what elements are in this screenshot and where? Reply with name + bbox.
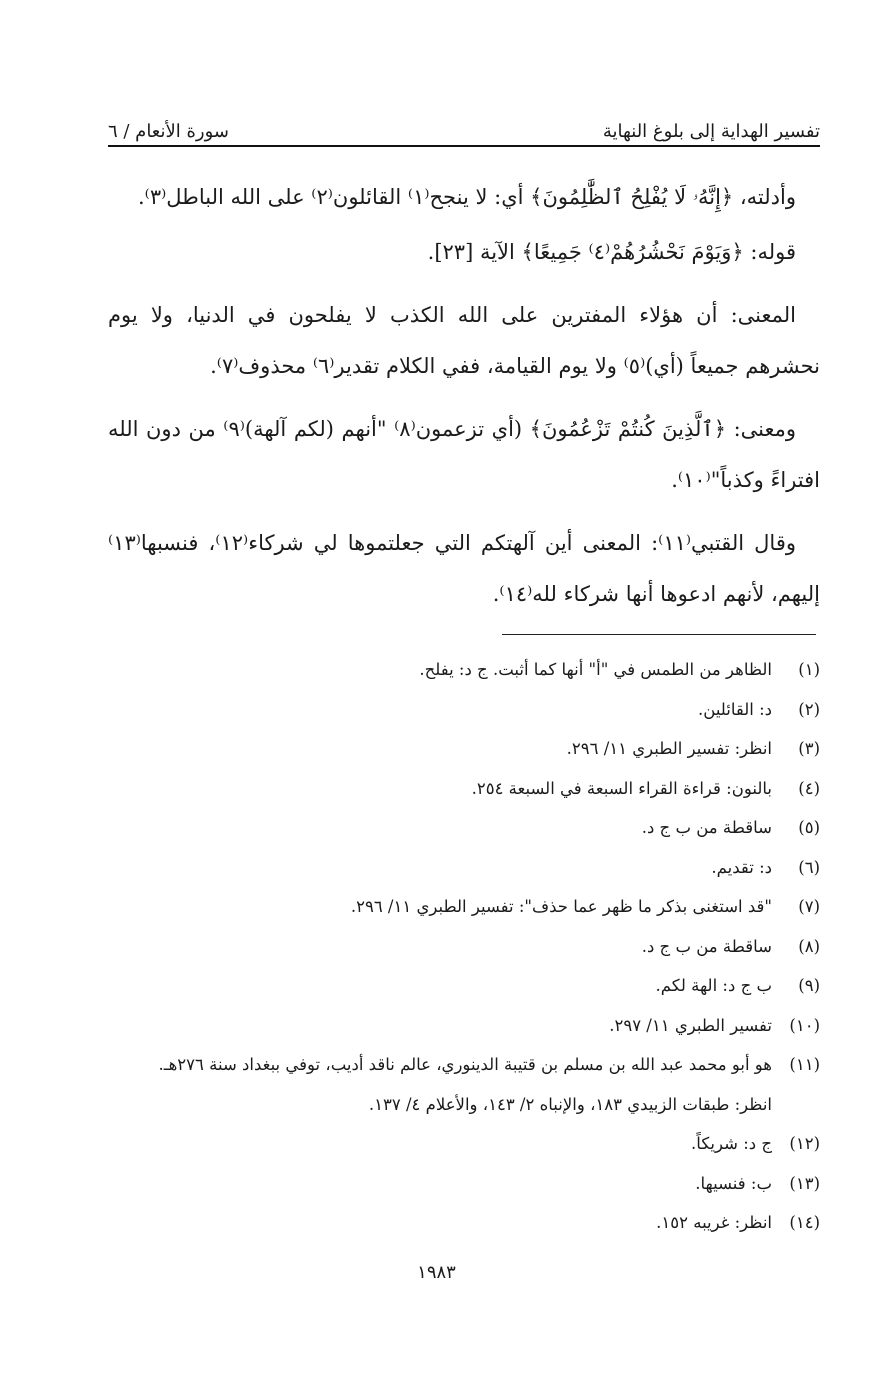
footnote-number: (٩) — [798, 976, 820, 995]
footnote-item — [108, 769, 820, 809]
footnote-item — [108, 1006, 820, 1046]
footnote-item — [108, 650, 820, 690]
footnote-number: (٣) — [798, 739, 820, 758]
footnote-item — [108, 1124, 820, 1164]
paragraph-5: وقال القتبي⁽١١⁾: المعنى أين آلهتكم التي جعلتموها لي شركاء⁽١٢⁾، فنسبها⁽١٣⁾ إليهم، لأنهم ادعوها أنها شركاء لله⁽١٤⁾. — [108, 531, 820, 606]
paragraph-1: وأدلته، ﴿إِنَّهُۥ لَا يُفْلِحُ ٱلظَّٰلِمُونَ﴾ أي: لا ينجح⁽١⁾ القائلون⁽٢⁾ على الله الباطل⁽٣⁾. — [137, 185, 796, 209]
footnote-text: ساقطة من ب ج د. — [641, 936, 772, 956]
footnote-text: بالنون: قراءة القراء السبعة في السبعة ٢٥٤. — [471, 778, 772, 798]
footnote-number: (٤) — [798, 778, 820, 798]
paragraph-3: المعنى: أن هؤلاء المفترين على الله الكذب لا يفلحون في الدنيا، ولا يوم نحشرهم جميعاً (أي)⁽٥⁾ ولا يوم القيامة، ففي الكلام تقدير⁽٦⁾ محذوف⁽٧⁾. — [108, 303, 820, 378]
footnote-item — [108, 1045, 820, 1085]
footnote-number: (١٣) — [789, 1173, 820, 1193]
footnote-number: (٢) — [798, 699, 820, 719]
footnote-number: (٨) — [798, 936, 820, 956]
footnote-item — [108, 887, 820, 927]
footnote-number: (٦) — [798, 857, 820, 877]
footnote-text: ب: فنسيها. — [695, 1173, 772, 1193]
footnote-number: (١) — [798, 660, 820, 679]
footnote-number: (١٢) — [789, 1134, 820, 1153]
footnote-text: "قد استغنى بذكر ما ظهر عما حذف": تفسير الطبري ١١/ ٢٩٦. — [350, 897, 772, 916]
footnote-item — [108, 729, 820, 769]
footnote-text: د: القائلين. — [698, 699, 772, 719]
footnote-number: (١٠) — [789, 1015, 820, 1035]
footnote-item — [108, 848, 820, 888]
footnote-continuation: انظر: طبقات الزبيدي ١٨٣، والإنباه ٢/ ١٤٣، والأعلام ٤/ ١٣٧. — [368, 1094, 772, 1114]
paragraph-2: قوله: ﴿وَيَوْمَ نَحْشُرُهُمْ⁽٤⁾ جَمِيعًا﴾ الآية [٢٣]. — [427, 240, 796, 264]
footnote-item — [108, 690, 820, 730]
footnote-item — [108, 966, 820, 1006]
footnote-text: انظر: غريبه ١٥٢. — [656, 1213, 772, 1232]
footnote-number: (٥) — [798, 818, 820, 837]
running-header — [108, 102, 820, 142]
footnote-number: (١١) — [789, 1055, 820, 1074]
footnote-text: ساقطة من ب ج د. — [641, 818, 772, 837]
footnote-divider — [502, 634, 816, 635]
surah-label: سورة الأنعام / ٦ — [108, 121, 229, 142]
footnote-item — [108, 927, 820, 967]
page-number: ١٩٨٣ — [417, 1262, 456, 1283]
header-divider — [108, 145, 820, 147]
footnote-item — [108, 1164, 820, 1204]
footnote-text: ب ج د: الهة لكم. — [655, 976, 772, 995]
footnote-text: هو أبو محمد عبد الله بن مسلم بن قتيبة الدينوري، عالم ناقد أديب، توفي ببغداد سنة ٢٧٦هـ. — [158, 1055, 772, 1074]
book-title: تفسير الهداية إلى بلوغ النهاية — [602, 121, 820, 142]
footnote-item — [108, 1203, 820, 1243]
footnote-text: د: تقديم. — [711, 857, 772, 877]
footnote-text: تفسير الطبري ١١/ ٢٩٧. — [609, 1015, 772, 1035]
paragraph-4: ومعنى: ﴿ٱلَّذِينَ كُنتُمْ تَزْعُمُونَ﴾ (أي تزعمون⁽٨⁾ "أنهم (لكم آلهة)⁽٩⁾ من دون الله افتراءً وكذباً"⁽١٠⁾. — [108, 417, 820, 492]
footnote-number: (٧) — [798, 897, 820, 916]
footnote-text: ج د: شريكاً. — [691, 1134, 772, 1153]
main-text — [108, 172, 820, 632]
footnote-number: (١٤) — [789, 1213, 820, 1232]
footnotes-list — [108, 650, 820, 1243]
footnote-text: الظاهر من الطمس في "أ" أنها كما أثبت. ج د: يفلح. — [419, 660, 772, 679]
footnote-text: انظر: تفسير الطبري ١١/ ٢٩٦. — [566, 739, 772, 758]
footnote-item — [108, 808, 820, 848]
